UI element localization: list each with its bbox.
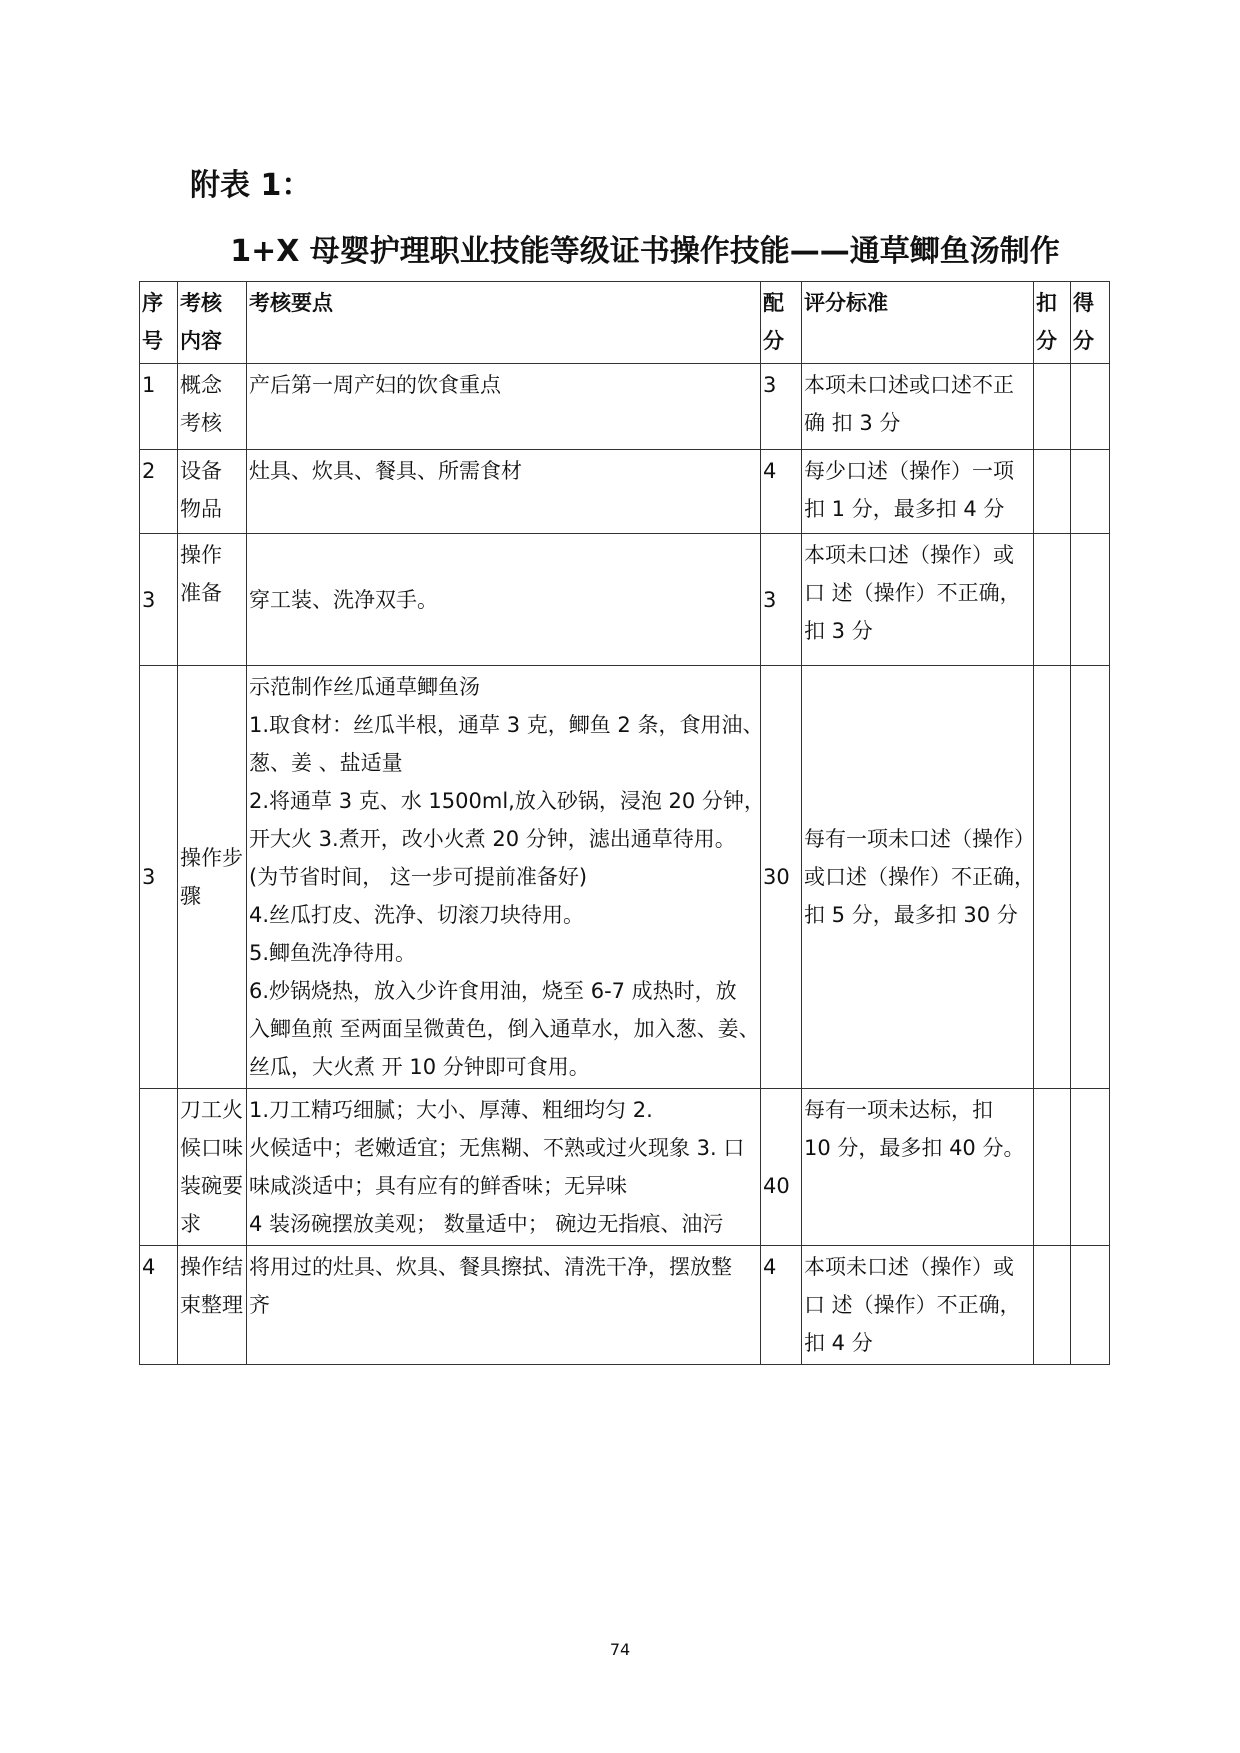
row-content: 刀工火 候口味 装碗要 求	[178, 1089, 247, 1246]
row-deduct-cell	[1034, 364, 1071, 450]
table-row	[140, 666, 1110, 1089]
row-content: 概念 考核	[178, 364, 247, 450]
row-criteria: 每有一项未口述（操作） 或口述（操作）不正确， 扣 5 分，最多扣 30 分	[802, 666, 1034, 1089]
row-criteria: 每有一项未达标，扣 10 分，最多扣 40 分。	[802, 1089, 1034, 1246]
appendix-label: 附表 1：	[190, 168, 312, 203]
document-title: 1+X 母婴护理职业技能等级证书操作技能——通草鲫鱼汤制作	[230, 234, 1060, 269]
row-no: 3	[140, 666, 178, 1089]
table-row	[140, 1246, 1110, 1365]
scoring-table	[139, 281, 1110, 1365]
header-content: 考核 内容	[178, 282, 247, 364]
row-criteria: 本项未口述或口述不正 确 扣 3 分	[802, 364, 1034, 450]
row-points: 示范制作丝瓜通草鲫鱼汤 1.取食材：丝瓜半根，通草 3 克，鲫鱼 2 条，食用油、 葱、姜 、盐适量 2.将通草 3 克、水 1500ml,放入砂锅，浸泡 20 分钟， 开大火 3.煮开，改小火煮 20 分钟，滤出通草待用。 (为节省时间， 这一步可提前准备好) 4.丝瓜打皮、洗净、切滚刀块待用。 5.鲫鱼洗净待用。 6.炒锅烧热，放入少许食用油，烧至 6-7 成热时，放 入鲫鱼煎 至两面呈微黄色，倒入通草水，加入葱、姜、 丝瓜，大火煮 开 10 分钟即可食用。	[247, 666, 761, 1089]
row-score: 40	[761, 1089, 802, 1246]
row-deduct-cell	[1034, 534, 1071, 666]
row-points: 灶具、炊具、餐具、所需食材	[247, 450, 761, 534]
row-no	[140, 1089, 178, 1246]
header-points: 考核要点	[247, 282, 761, 364]
row-no: 2	[140, 450, 178, 534]
header-criteria: 评分标准	[802, 282, 1034, 364]
row-no: 4	[140, 1246, 178, 1365]
header-deduct: 扣 分	[1034, 282, 1071, 364]
row-got-cell	[1071, 364, 1110, 450]
header-no: 序 号	[140, 282, 178, 364]
row-score: 4	[761, 1246, 802, 1365]
row-got-cell	[1071, 1089, 1110, 1246]
row-criteria: 每少口述（操作）一项 扣 1 分，最多扣 4 分	[802, 450, 1034, 534]
row-got-cell	[1071, 1246, 1110, 1365]
row-content: 操作结 束整理	[178, 1246, 247, 1365]
row-deduct-cell	[1034, 666, 1071, 1089]
row-content: 操作步 骤	[178, 666, 247, 1089]
row-no: 3	[140, 534, 178, 666]
row-no: 1	[140, 364, 178, 450]
row-got-cell	[1071, 666, 1110, 1089]
row-deduct-cell	[1034, 1246, 1071, 1365]
row-criteria: 本项未口述（操作）或 口 述（操作）不正确， 扣 3 分	[802, 534, 1034, 666]
row-points: 穿工装、洗净双手。	[247, 534, 761, 666]
row-score: 4	[761, 450, 802, 534]
row-points: 1.刀工精巧细腻；大小、厚薄、粗细均匀 2. 火候适中；老嫩适宜；无焦糊、不熟或过火现象 3. 口 味咸淡适中；具有应有的鲜香味；无异味 4 装汤碗摆放美观； 数量适中； 碗边无指痕、油污	[247, 1089, 761, 1246]
row-got-cell	[1071, 450, 1110, 534]
header-score: 配 分	[761, 282, 802, 364]
row-content: 设备 物品	[178, 450, 247, 534]
row-deduct-cell	[1034, 450, 1071, 534]
header-got: 得 分	[1071, 282, 1110, 364]
page-number: 74	[609, 1640, 631, 1659]
row-score: 3	[761, 534, 802, 666]
row-criteria: 本项未口述（操作）或 口 述（操作）不正确， 扣 4 分	[802, 1246, 1034, 1365]
table-row	[140, 450, 1110, 534]
table-row	[140, 534, 1110, 666]
table-header-row	[140, 282, 1110, 364]
table-row	[140, 1089, 1110, 1246]
row-points: 将用过的灶具、炊具、餐具擦拭、清洗干净，摆放整 齐	[247, 1246, 761, 1365]
row-score: 3	[761, 364, 802, 450]
row-score: 30	[761, 666, 802, 1089]
row-content: 操作 准备	[178, 534, 247, 666]
table-row	[140, 364, 1110, 450]
row-got-cell	[1071, 534, 1110, 666]
row-deduct-cell	[1034, 1089, 1071, 1246]
row-points: 产后第一周产妇的饮食重点	[247, 364, 761, 450]
